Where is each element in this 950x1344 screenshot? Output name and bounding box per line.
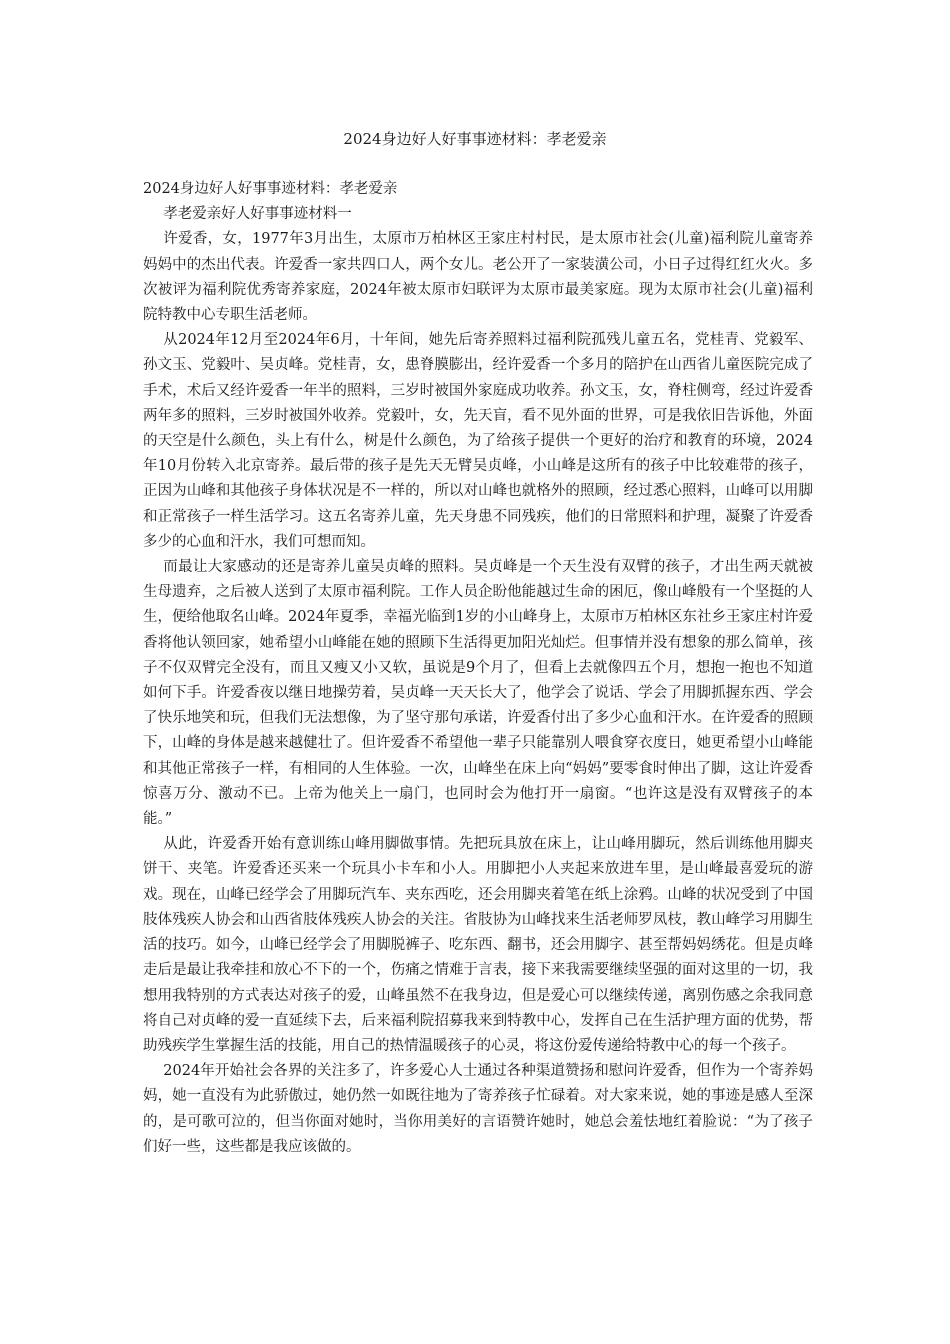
paragraph-1: 许爱香，女，1977年3月出生，太原市万柏林区王家庄村村民，是太原市社会(儿童)福利院儿童寄养妈妈中的杰出代表。许爱香一家共四口人，两个女儿。老公开了一家装潢公司，小日子过得红红火火。多次被评为福利院优秀寄养家庭，2024年被太原市妇联评为太原市最美家庭。现为太原市社会(儿童)福利院特教中心专职生活老师。	[143, 231, 813, 324]
paragraph-2: 从2024年12月至2024年6月，十年间，她先后寄养照料过福利院孤残儿童五名，党桂青、党毅军、孙文玉、党毅叶、吴贞峰。党桂青，女，患脊膜膨出，经许爱香一个多月的陪护在山西省儿童医院完成了手术，术后又经许爱香一年半的照料，三岁时被国外家庭成功收养。孙文玉，女，脊柱侧弯，经过许爱香两年多的照料，三岁时被国外收养。党毅叶，女，先天盲，看不见外面的世界，可是我依旧告诉他，外面的天空是什么颜色，头上有什么，树是什么颜色，为了给孩子提供一个更好的治疗和教育的环境，2024年10月份转入北京寄养。最后带的孩子是先天无臂吴贞峰，小山峰是这所有的孩子中比较难带的孩子，正因为山峰和其他孩子身体状况是不一样的，所以对山峰也就格外的照顾，经过悉心照料，山峰可以用脚和正常孩子一样生活学习。这五名寄养儿童，先天身患不同残疾，他们的日常照料和护理，凝聚了许爱香多少的心血和汗水，我们可想而知。	[143, 332, 813, 550]
paragraph-4: 从此，许爱香开始有意训练山峰用脚做事情。先把玩具放在床上，让山峰用脚玩，然后训练他用脚夹饼干、夹笔。许爱香还买来一个玩具小卡车和小人。用脚把小人夹起来放进车里，是山峰最喜爱玩的游戏。现在，山峰已经学会了用脚玩汽车、夹东西吃，还会用脚夹着笔在纸上涂鸦。山峰的状况受到了中国肢体残疾人协会和山西省肢体残疾人协会的关注。省肢协为山峰找来生活老师罗凤枝，教山峰学习用脚生活的技巧。如今，山峰已经学会了用脚脱裤子、吃东西、翻书，还会用脚字、甚至帮妈妈绣花。但是贞峰走后是最让我牵挂和放心不下的一个，伤痛之情难于言表，接下来我需要继续坚强的面对这里的一切，我想用我特别的方式表达对孩子的爱，山峰虽然不在我身边，但是爱心可以继续传递，离别伤感之余我同意将自己对贞峰的爱一直延续下去，后来福利院招募我来到特教中心，发挥自己在生活护理方面的优势，帮助残疾学生掌握生活的技能，用自己的热情温暖孩子的心灵，将这份爱传递给特教中心的每一个孩子。	[143, 836, 813, 1054]
paragraph-5: 2024年开始社会各界的关注多了，许多爱心人士通过各种渠道赞扬和慰问许爱香，但作为一个寄养妈妈，她一直没有为此骄傲过，她仍然一如既往地为了寄养孩子忙碌着。对大家来说，她的事迹是感人至深的，是可歌可泣的，但当你面对她时，当你用美好的言语赞许她时，她总会羞怯地红着脸说：“为了孩子们好一些，这些都是我应该做的。	[143, 1063, 813, 1155]
document-title: 2024身边好人好事事迹材料：孝老爱亲	[343, 130, 607, 148]
heading-repeat: 2024身边好人好事事迹材料：孝老爱亲	[143, 181, 398, 197]
paragraph-3: 而最让大家感动的还是寄养儿童吴贞峰的照料。吴贞峰是一个天生没有双臂的孩子，才出生两天就被生母遗弃，之后被人送到了太原市福利院。工作人员企盼他能越过生命的困厄，像山峰般有一个坚挺的人生，便给他取名山峰。2024年夏季，幸福光临到1岁的小山峰身上，太原市万柏林区东社乡王家庄村许爱香将他认领回家，她希望小山峰能在她的照顾下生活得更加阳光灿烂。但事情并没有想象的那么简单，孩子不仅双臂完全没有，而且又瘦又小又软，虽说是9个月了，但看上去就像四五个月，想抱一抱也不知道如何下手。许爱香夜以继日地操劳着，吴贞峰一天天长大了，他学会了说话、学会了用脚抓握东西、学会了快乐地笑和玩，但我们无法想像，为了坚守那句承诺，许爱香付出了多少心血和汗水。在许爱香的照顾下，山峰的身体是越来越健壮了。但许爱香不希望他一辈子只能靠别人喂食穿衣度日，她更希望小山峰能和其他正常孩子一样，有相同的人生体验。一次，山峰坐在床上向“妈妈”要零食时伸出了脚，这让许爱香惊喜万分、激动不已。上帝为他关上一扇门，也同时会为他打开一扇窗。“也许这是没有双臂孩子的本能。”	[143, 559, 813, 828]
subheading: 孝老爱亲好人好事事迹材料一	[163, 206, 352, 223]
document-body	[143, 177, 813, 1160]
